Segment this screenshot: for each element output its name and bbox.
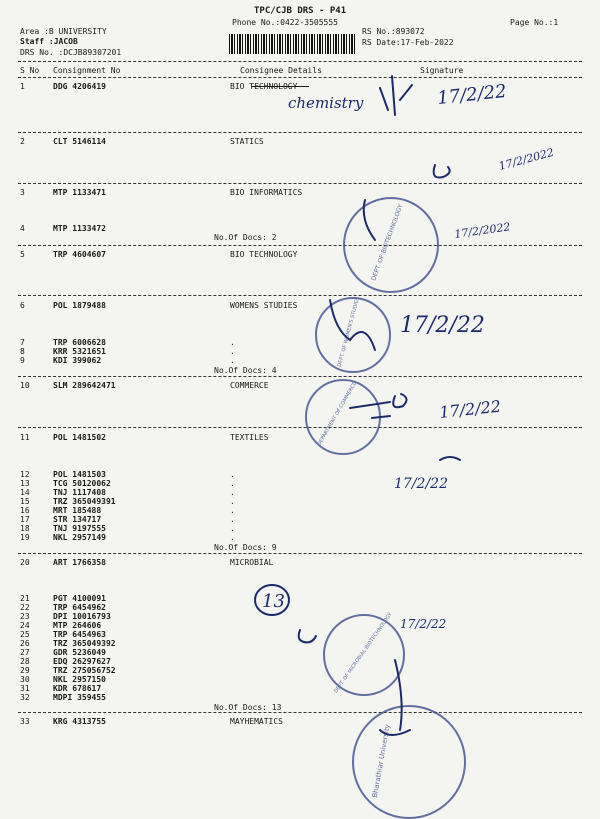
report-title: TPC/CJB DRS - P41: [254, 6, 347, 16]
row-consignment: EDQ 26297627: [53, 657, 111, 666]
columns-divider: [18, 77, 582, 78]
row-consignment: PGT 4100091: [53, 594, 106, 603]
area-label: Area :B UNIVERSITY: [20, 27, 107, 36]
row-consignment: ART 1766358: [53, 558, 106, 567]
page-number: Page No.:1: [510, 18, 559, 27]
handwritten-date: 17/2/22: [436, 80, 508, 109]
stamp-womens-studies: [315, 297, 391, 373]
handwritten-date: 17/2/22: [400, 313, 485, 338]
stamp-biotech: [343, 197, 439, 293]
strikethrough: [251, 86, 309, 87]
row-consignment: POL 1879488: [53, 301, 106, 310]
table-row: [18, 356, 578, 366]
stamp-text: DEPARTMENT OF COMMERCE: [316, 381, 359, 447]
column-headers: [18, 66, 578, 76]
row-sno: 8: [20, 347, 25, 356]
row-detail: .: [230, 488, 235, 497]
row-sno: 1: [20, 82, 25, 91]
row-detail: .: [230, 347, 235, 356]
row-consignment: KRG 4313755: [53, 717, 106, 726]
row-detail: .: [230, 356, 235, 365]
row-consignment: POL 1481503: [53, 470, 106, 479]
handwritten-date: 17/2/22: [400, 617, 447, 631]
row-sno: 13: [20, 479, 30, 488]
handwritten-date: 17/2/22: [438, 396, 502, 422]
doc-count: No.Of Docs: 2: [214, 233, 277, 242]
row-consignment: KRR 5321651: [53, 347, 106, 356]
row-consignment: MTP 1133471: [53, 188, 106, 197]
stamp-text: DEPT. OF MICROBIAL BIOTECHNOLOGY: [333, 611, 394, 695]
row-consignment: TRP 4604607: [53, 250, 106, 259]
row-sno: 22: [20, 603, 30, 612]
row-detail: MAYHEMATICS: [230, 717, 283, 726]
row-sno: 3: [20, 188, 25, 197]
row-detail: .: [230, 506, 235, 515]
rs-number: RS No.:893072: [362, 27, 425, 36]
row-divider: [18, 427, 582, 428]
row-detail: STATICS: [230, 137, 264, 146]
row-sno: 19: [20, 533, 30, 542]
handwritten-date: 17/2/22: [394, 476, 448, 492]
row-consignment: MTP 1133472: [53, 224, 106, 233]
row-sno: 17: [20, 515, 30, 524]
row-divider: [18, 295, 582, 296]
row-consignment: TRZ 275056752: [53, 666, 116, 675]
row-consignment: MDPI 359455: [53, 693, 106, 702]
row-sno: 18: [20, 524, 30, 533]
row-sno: 23: [20, 612, 30, 621]
row-sno: 29: [20, 666, 30, 675]
row-detail: BIO INFORMATICS: [230, 188, 303, 197]
doc-count: No.Of Docs: 13: [214, 703, 282, 712]
row-divider: [18, 712, 582, 713]
row-consignment: TRP 6006628: [53, 338, 106, 347]
table-row: [18, 301, 578, 311]
row-consignment: DDG 4206419: [53, 82, 106, 91]
handwritten-count: 13: [262, 591, 285, 612]
row-consignment: GDR 5236049: [53, 648, 106, 657]
row-sno: 25: [20, 630, 30, 639]
row-detail: BIO TECHNOLOGY: [230, 82, 298, 91]
row-consignment: TNJ 9197555: [53, 524, 106, 533]
row-detail: TEXTILES: [230, 433, 269, 442]
table-row: [18, 381, 578, 391]
table-row: [18, 693, 578, 703]
stamp-text: DEPT. OF BIOTECHNOLOGY: [370, 203, 405, 282]
row-detail: MICROBIAL: [230, 558, 274, 567]
row-consignment: KDI 399062: [53, 356, 102, 365]
row-divider: [18, 183, 582, 184]
row-consignment: CLT 5146114: [53, 137, 106, 146]
barcode: [229, 34, 357, 54]
handwritten-note: chemistry: [288, 94, 364, 112]
row-sno: 21: [20, 594, 30, 603]
row-detail: .: [230, 497, 235, 506]
row-sno: 16: [20, 506, 30, 515]
col-sno: S No: [20, 66, 40, 75]
row-detail: .: [230, 338, 235, 347]
table-row: [18, 137, 578, 147]
phone-number: Phone No.:0422-3505555: [232, 18, 338, 27]
row-sno: 30: [20, 675, 30, 684]
row-sno: 24: [20, 621, 30, 630]
row-consignment: TNJ 1117408: [53, 488, 106, 497]
row-sno: 10: [20, 381, 30, 390]
row-consignment: MRT 185488: [53, 506, 102, 515]
row-consignment: MTP 264606: [53, 621, 102, 630]
handwritten-date: 17/2/2022: [497, 145, 556, 173]
row-sno: 32: [20, 693, 30, 702]
row-detail: COMMERCE: [230, 381, 269, 390]
row-sno: 28: [20, 657, 30, 666]
row-detail: .: [230, 533, 235, 542]
header-divider: [18, 61, 582, 62]
row-sno: 31: [20, 684, 30, 693]
handwritten-date: 17/2/2022: [453, 220, 512, 241]
row-consignment: NKL 2957149: [53, 533, 106, 542]
drs-number: DRS No. :DCJB89307201: [20, 48, 122, 57]
col-signature: Signature: [420, 66, 464, 75]
row-sno: 2: [20, 137, 25, 146]
row-consignment: TCG 50120062: [53, 479, 111, 488]
row-sno: 15: [20, 497, 30, 506]
row-divider: [18, 132, 582, 133]
row-consignment: KDR 678617: [53, 684, 102, 693]
table-row: [18, 533, 578, 543]
row-sno: 5: [20, 250, 25, 259]
row-sno: 12: [20, 470, 30, 479]
row-divider: [18, 553, 582, 554]
row-detail: .: [230, 515, 235, 524]
row-sno: 27: [20, 648, 30, 657]
row-divider: [18, 376, 582, 377]
table-row: [18, 558, 578, 568]
col-consignment: Consignment No: [53, 66, 121, 75]
row-sno: 6: [20, 301, 25, 310]
table-row: [18, 224, 578, 234]
row-consignment: TRP 6454962: [53, 603, 106, 612]
row-consignment: DPI 10016793: [53, 612, 111, 621]
rs-date: RS Date:17-Feb-2022: [362, 38, 454, 47]
row-sno: 20: [20, 558, 30, 567]
table-row: [18, 250, 578, 260]
row-consignment: TRP 6454963: [53, 630, 106, 639]
stamp-commerce: [305, 379, 381, 455]
doc-count: No.Of Docs: 4: [214, 366, 277, 375]
row-consignment: STR 134717: [53, 515, 102, 524]
col-consignee: Consignee Details: [240, 66, 322, 75]
stamp-university: [352, 705, 466, 819]
row-consignment: NKL 2957150: [53, 675, 106, 684]
row-detail: WOMENS STUDIES: [230, 301, 298, 310]
row-detail: BIO TECHNOLOGY: [230, 250, 298, 259]
row-consignment: SLM 289642471: [53, 381, 116, 390]
row-sno: 7: [20, 338, 25, 347]
stamp-text: Bharathiar University: [370, 723, 392, 799]
stamp-text: DEPT. OF WOMEN'S STUDIES: [336, 296, 362, 368]
row-sno: 11: [20, 433, 30, 442]
row-detail: .: [230, 470, 235, 479]
staff-label: Staff :JACOB: [20, 37, 78, 46]
row-divider: [18, 245, 582, 246]
row-detail: .: [230, 524, 235, 533]
row-consignment: TRZ 365049392: [53, 639, 116, 648]
table-row: [18, 717, 578, 727]
row-sno: 33: [20, 717, 30, 726]
row-sno: 14: [20, 488, 30, 497]
row-detail: .: [230, 479, 235, 488]
row-sno: 26: [20, 639, 30, 648]
row-sno: 9: [20, 356, 25, 365]
stamp-microbial: [323, 611, 405, 696]
row-sno: 4: [20, 224, 25, 233]
doc-count: No.Of Docs: 9: [214, 543, 277, 552]
table-row: [18, 82, 578, 92]
table-row: [18, 188, 578, 198]
row-consignment: TRZ 365049391: [53, 497, 116, 506]
table-row: [18, 433, 578, 443]
row-consignment: POL 1481502: [53, 433, 106, 442]
